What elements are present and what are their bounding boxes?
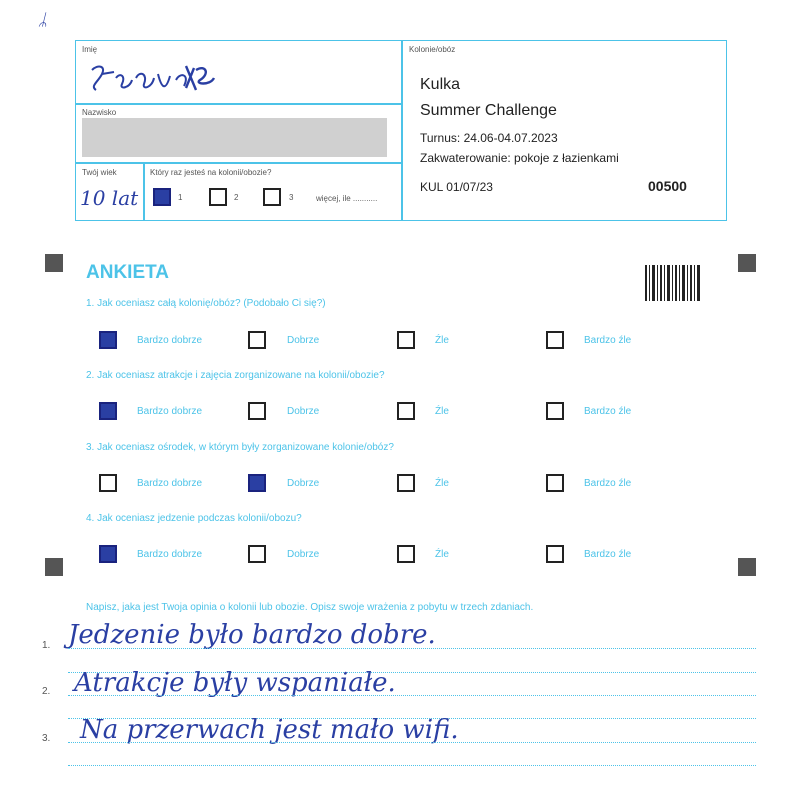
ktory-raz-label: Który raz jesteś na kolonii/obozie? xyxy=(150,168,272,177)
option-label: Bardzo dobrze xyxy=(137,406,203,417)
camp-name: Kulka xyxy=(420,76,461,93)
q1-option-bardzo-zle[interactable] xyxy=(546,331,564,349)
option-label: Źle xyxy=(435,335,449,346)
registration-marker xyxy=(738,254,756,272)
option-label: Bardzo dobrze xyxy=(137,478,203,489)
registration-marker xyxy=(738,558,756,576)
nazwisko-label: Nazwisko xyxy=(82,108,117,117)
redacted-surname xyxy=(82,118,387,157)
camp-code: KUL 01/07/23 xyxy=(420,180,493,194)
barcode-graphic xyxy=(645,265,701,301)
option-label: Bardzo źle xyxy=(584,335,632,346)
ktory-raz-option-label: 2 xyxy=(234,193,239,202)
wiecej-label: więcej, ile ........... xyxy=(316,194,378,203)
ktory-raz-checkbox-3[interactable] xyxy=(263,188,281,206)
survey-title: ANKIETA xyxy=(86,262,170,283)
q2-option-bardzo-dobrze[interactable] xyxy=(99,402,117,420)
imie-label: Imię xyxy=(82,45,98,54)
camp-program: Summer Challenge xyxy=(420,102,557,119)
q3-option-dobrze[interactable] xyxy=(248,474,266,492)
opinion-line-3-text[interactable]: Na przerwach jest mało wifi. xyxy=(80,715,459,745)
form-number: 00500 xyxy=(648,178,687,194)
q4-option-zle[interactable] xyxy=(397,545,415,563)
opinion-line-2-text[interactable]: Atrakcje były wspaniałe. xyxy=(74,668,396,698)
option-label: Dobrze xyxy=(287,549,320,560)
q2-option-bardzo-zle[interactable] xyxy=(546,402,564,420)
option-label: Bardzo dobrze xyxy=(137,549,203,560)
q3-option-zle[interactable] xyxy=(397,474,415,492)
imie-handwriting xyxy=(86,60,226,104)
ktory-raz-checkbox-2[interactable] xyxy=(209,188,227,206)
question-2: 2. Jak oceniasz atrakcje i zajęcia zorganizowane na kolonii/obozie? xyxy=(86,370,385,381)
opinion-line-number: 3. xyxy=(42,733,51,744)
option-label: Dobrze xyxy=(287,335,320,346)
q2-option-dobrze[interactable] xyxy=(248,402,266,420)
registration-marker xyxy=(45,254,63,272)
header-rule xyxy=(143,162,145,221)
option-label: Źle xyxy=(435,406,449,417)
option-label: Dobrze xyxy=(287,406,320,417)
ktory-raz-option-label: 3 xyxy=(289,193,294,202)
wiek-value: 10 lat xyxy=(80,186,139,210)
q1-option-dobrze[interactable] xyxy=(248,331,266,349)
option-label: Bardzo źle xyxy=(584,406,632,417)
header-rule xyxy=(76,162,401,164)
header-divider xyxy=(401,41,403,220)
option-label: Bardzo źle xyxy=(584,549,632,560)
dotted-line xyxy=(68,648,756,649)
option-label: Źle xyxy=(435,549,449,560)
handwritten-name-signature xyxy=(86,60,226,100)
q4-option-dobrze[interactable] xyxy=(248,545,266,563)
q4-option-bardzo-zle[interactable] xyxy=(546,545,564,563)
registration-marker xyxy=(45,558,63,576)
barcode xyxy=(645,265,701,306)
turnus-text: Turnus: 24.06-04.07.2023 xyxy=(420,131,558,145)
dotted-line xyxy=(68,765,756,766)
opinion-prompt: Napisz, jaka jest Twoja opinia o kolonii lub obozie. Opisz swoje wrażenia z pobytu w trzech zdaniach. xyxy=(86,602,534,613)
q1-option-bardzo-dobrze[interactable] xyxy=(99,331,117,349)
dotted-line xyxy=(68,695,756,696)
option-label: Dobrze xyxy=(287,478,320,489)
q3-option-bardzo-zle[interactable] xyxy=(546,474,564,492)
opinion-line-number: 2. xyxy=(42,686,51,697)
q2-option-zle[interactable] xyxy=(397,402,415,420)
option-label: Źle xyxy=(435,478,449,489)
opinion-line-number: 1. xyxy=(42,640,51,651)
stray-pen-mark: ᛦ xyxy=(38,10,48,29)
q1-option-zle[interactable] xyxy=(397,331,415,349)
ktory-raz-option-label: 1 xyxy=(178,193,183,202)
question-4: 4. Jak oceniasz jedzenie podczas kolonii/obozu? xyxy=(86,513,302,524)
ktory-raz-checkbox-1[interactable] xyxy=(153,188,171,206)
kolonie-label: Kolonie/obóz xyxy=(409,45,456,54)
q3-option-bardzo-dobrze[interactable] xyxy=(99,474,117,492)
q4-option-bardzo-dobrze[interactable] xyxy=(99,545,117,563)
question-3: 3. Jak oceniasz ośrodek, w którym były zorganizowane kolonie/obóz? xyxy=(86,442,394,453)
option-label: Bardzo dobrze xyxy=(137,335,203,346)
opinion-line-1-text[interactable]: Jedzenie było bardzo dobre. xyxy=(68,620,436,650)
question-1: 1. Jak oceniasz całą kolonię/obóz? (Podobało Ci się?) xyxy=(86,298,326,309)
wiek-label: Twój wiek xyxy=(82,168,117,177)
zakwaterowanie-text: Zakwaterowanie: pokoje z łazienkami xyxy=(420,151,619,165)
dotted-line xyxy=(68,742,756,743)
option-label: Bardzo źle xyxy=(584,478,632,489)
